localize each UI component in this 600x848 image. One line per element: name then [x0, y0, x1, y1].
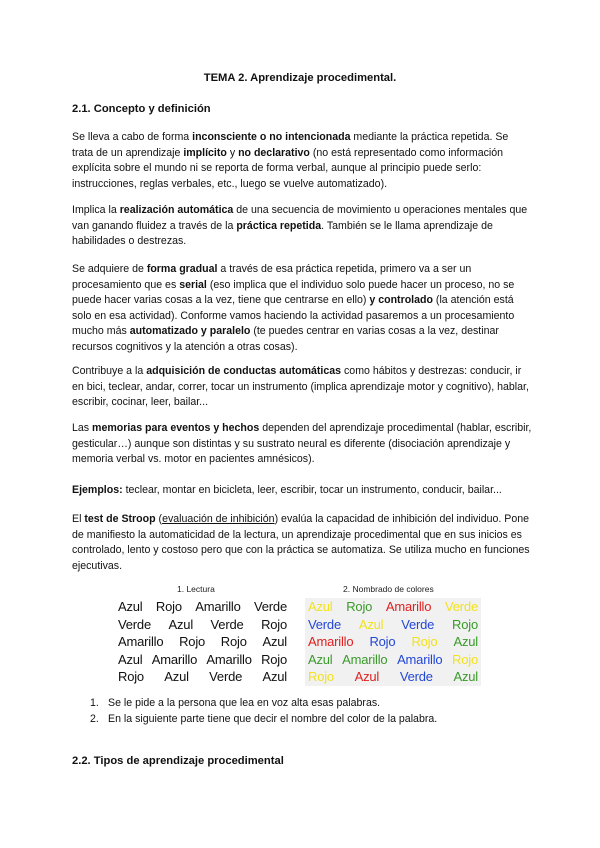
stroop-colored-word: Verde [399, 669, 433, 685]
list-item: 1. Se le pide a la persona que lea en voz alta esas palabras. [90, 697, 381, 709]
stroop-colored-word: Amarillo [385, 599, 432, 614]
paragraph-realizacion: Implica la realización automática de una secuencia de movimiento u operaciones mentales que van ganando fluidez a través de la práctica repetida. También se le llama aprendizaje de habilidades o destrezas. [72, 204, 528, 248]
paragraph-conductas: Contribuye a la adquisición de conductas automáticas como hábitos y destrezas: conducir, ir en bici, teclear, andar, correr, tocar un instrumento (implica aprendizaje motor y cognitivo), hablar, escribir, cocinar, leer, bailar... [72, 365, 529, 409]
figure-caption-lectura: 1. Lectura [177, 584, 215, 594]
stroop-colored-word: Azul [354, 669, 380, 685]
stroop-row [115, 598, 290, 616]
stroop-word: Rojo [155, 599, 182, 614]
stroop-row [305, 633, 481, 651]
stroop-colored-word: Azul [453, 634, 478, 650]
stroop-word: Rojo [220, 634, 247, 650]
list-item: 2. En la siguiente parte tiene que decir el nombre del color de la palabra. [90, 712, 438, 725]
stroop-word: Azul [118, 651, 143, 667]
instructions-list [90, 696, 437, 727]
stroop-colored-word: Rojo [452, 651, 478, 667]
stroop-word: Rojo [179, 634, 206, 650]
stroop-row [305, 651, 481, 669]
stroop-colored-word: Verde [308, 616, 341, 632]
stroop-colored-word: Rojo [452, 616, 478, 632]
paragraph-memorias: Las memorias para eventos y hechos dependen del aprendizaje procedimental (hablar, escribir, gesticular…) aunque son distintas y su sustrato neural es diferente (disociación aprendizaje y memoria verbal vs. motor en pacientes amnésicos). [72, 422, 532, 466]
section-heading-tipos: 2.2. Tipos de aprendizaje procedimental [72, 755, 284, 767]
stroop-color-panel [305, 598, 481, 686]
stroop-row [305, 616, 481, 634]
stroop-colored-word: Rojo [308, 669, 334, 685]
stroop-row [115, 651, 290, 669]
section-heading-concepto: 2.1. Concepto y definición [72, 103, 211, 115]
stroop-word: Azul [262, 669, 287, 685]
stroop-colored-word: Azul [453, 669, 478, 685]
paragraph-stroop: El test de Stroop (evaluación de inhibición) evalúa la capacidad de inhibición del individuo. Pone de manifiesto la automaticidad de la lectura, un aprendizaje procedimental que en sus inicios es controlado, lento y costoso pero que con la práctica se automatiza. Se utiliza mucho en funciones ejecutivas. [72, 513, 530, 572]
stroop-row [115, 616, 290, 634]
stroop-word: Azul [164, 669, 189, 685]
stroop-word: Amarillo [118, 634, 164, 650]
stroop-word: Rojo [261, 651, 287, 667]
stroop-word: Amarillo [195, 599, 241, 614]
stroop-colored-word: Verde [445, 599, 478, 614]
stroop-colored-word: Rojo [346, 599, 373, 614]
stroop-colored-word: Azul [308, 651, 333, 667]
stroop-word: Amarillo [206, 651, 252, 667]
stroop-colored-word: Azul [308, 599, 333, 614]
stroop-colored-word: Amarillo [308, 634, 354, 650]
stroop-word: Rojo [261, 616, 287, 632]
stroop-word: Verde [209, 669, 243, 685]
stroop-figure [115, 584, 481, 688]
stroop-colored-word: Verde [401, 616, 435, 632]
paragraph-ejemplos: Ejemplos: teclear, montar en bicicleta, leer, escribir, tocar un instrumento, conducir, bailar... [72, 484, 502, 496]
paragraph-definicion: Se lleva a cabo de forma inconsciente o no intencionada mediante la práctica repetida. Se trata de un aprendizaje implícito y no declarativo (no está representado como información explícita sobre el mundo ni se reporta de forma verbal, aunque al principio puede serlo: instrucciones, reglas verbales, etc., luego se vuelve automatizado). [72, 131, 509, 190]
stroop-word: Verde [254, 599, 287, 614]
stroop-colored-word: Rojo [411, 634, 438, 650]
stroop-reading-panel [115, 598, 290, 686]
stroop-word: Verde [210, 616, 244, 632]
stroop-colored-word: Rojo [369, 634, 396, 650]
stroop-row [305, 668, 481, 686]
stroop-row [305, 598, 481, 616]
stroop-colored-word: Azul [358, 616, 384, 632]
stroop-row [115, 633, 290, 651]
stroop-word: Verde [118, 616, 151, 632]
stroop-word: Azul [262, 634, 287, 650]
page-title: TEMA 2. Aprendizaje procedimental. [203, 72, 397, 84]
stroop-row [115, 668, 290, 686]
stroop-colored-word: Amarillo [342, 651, 388, 667]
stroop-word: Azul [168, 616, 194, 632]
stroop-colored-word: Amarillo [397, 651, 443, 667]
paragraph-adquisicion: Se adquiere de forma gradual a través de esa práctica repetida, primero va a ser un procesamiento que es serial (eso implica que el individuo solo puede hacer un proceso, no se puede hacer varias cosas a la vez, tiene que centrarse en ello) y controlado (la atención está solo en esa actividad). Conforme vamos haciendo la actividad pasaremos a un procesamiento mucho más automatizado y paralelo (te puedes centrar en varias cosas a la vez, destinar recursos cognitivos y la atención a otras cosas). [72, 263, 515, 353]
stroop-word: Rojo [118, 669, 144, 685]
stroop-word: Amarillo [151, 651, 198, 667]
stroop-word: Azul [118, 599, 143, 614]
figure-caption-colores: 2. Nombrado de colores [343, 584, 434, 594]
